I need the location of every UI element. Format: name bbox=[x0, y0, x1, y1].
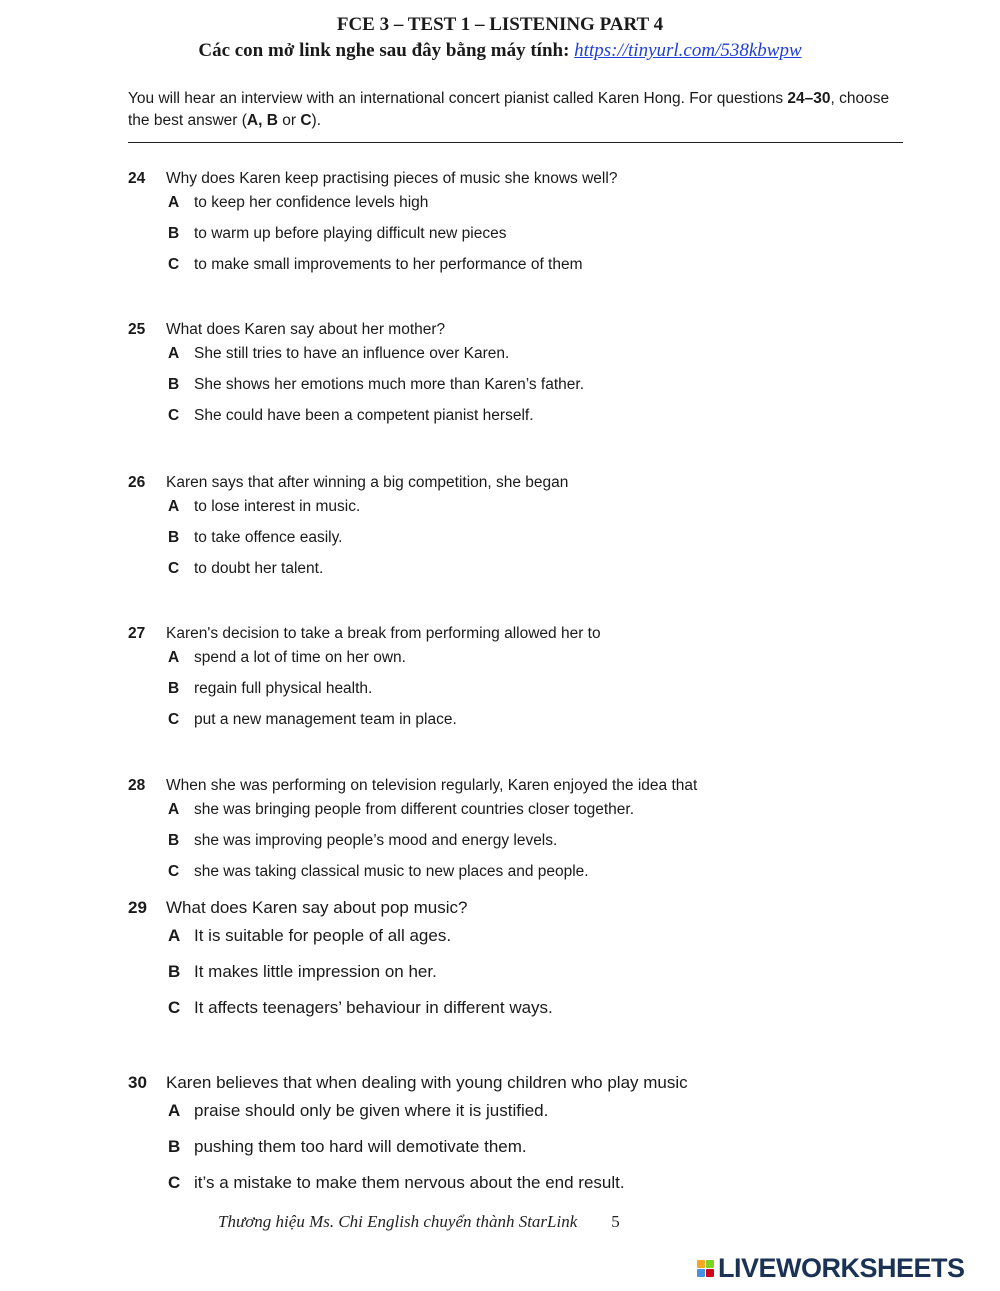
option-text: It makes little impression on her. bbox=[194, 962, 437, 981]
option-text: regain full physical health. bbox=[194, 680, 373, 697]
question-text: Karen believes that when dealing with young children who play music bbox=[166, 1073, 688, 1092]
option-letter: B bbox=[168, 529, 180, 546]
option-text: she was improving people’s mood and energy levels. bbox=[194, 832, 558, 849]
question-text: Why does Karen keep practising pieces of music she knows well? bbox=[166, 170, 618, 187]
question-text: When she was performing on television regularly, Karen enjoyed the idea that bbox=[166, 777, 698, 794]
option-c[interactable] bbox=[168, 863, 928, 894]
option-text: praise should only be given where it is justified. bbox=[194, 1101, 549, 1120]
question-number: 24 bbox=[128, 170, 146, 187]
option-text: to keep her confidence levels high bbox=[194, 194, 429, 211]
instructions bbox=[128, 88, 908, 132]
option-text: pushing them too hard will demotivate them. bbox=[194, 1137, 527, 1156]
option-letter: A bbox=[168, 649, 180, 666]
option-text: to take offence easily. bbox=[194, 529, 343, 546]
option-letter: B bbox=[168, 962, 181, 981]
question-24 bbox=[128, 170, 928, 287]
option-text: It affects teenagers’ behaviour in different ways. bbox=[194, 998, 553, 1017]
option-text: She shows her emotions much more than Karen’s father. bbox=[194, 376, 585, 393]
option-text: to warm up before playing difficult new pieces bbox=[194, 225, 507, 242]
liveworksheets-watermark bbox=[697, 1253, 965, 1284]
question-25 bbox=[128, 321, 928, 438]
option-letter: A bbox=[168, 926, 181, 945]
question-29 bbox=[128, 898, 928, 1034]
instructions-text-2: , choose the best answer ( bbox=[128, 90, 890, 129]
choice-separator-or: or bbox=[277, 112, 301, 129]
link-prefix: Các con mở link nghe sau đây bằng máy tính: bbox=[198, 40, 575, 61]
option-b[interactable] bbox=[168, 376, 928, 407]
option-letter: C bbox=[168, 1173, 181, 1192]
question-number: 30 bbox=[128, 1073, 147, 1092]
option-c[interactable] bbox=[168, 256, 928, 287]
option-text: to doubt her talent. bbox=[194, 560, 324, 577]
divider bbox=[128, 142, 903, 143]
instructions-text: You will hear an interview with an international concert pianist called Karen Hong. For questions bbox=[128, 90, 788, 107]
option-text: It is suitable for people of all ages. bbox=[194, 926, 452, 945]
page-number: 5 bbox=[611, 1212, 620, 1231]
option-c[interactable] bbox=[168, 560, 928, 591]
option-b[interactable] bbox=[168, 832, 928, 863]
option-b[interactable] bbox=[168, 529, 928, 560]
option-c[interactable] bbox=[168, 998, 928, 1034]
watermark-text: LIVEWORKSHEETS bbox=[718, 1253, 965, 1283]
option-c[interactable] bbox=[168, 711, 928, 742]
option-a[interactable] bbox=[168, 345, 928, 376]
option-letter: C bbox=[168, 998, 181, 1017]
option-letter: A bbox=[168, 194, 180, 211]
option-text: She could have been a competent pianist herself. bbox=[194, 407, 534, 424]
option-text: she was bringing people from different countries closer together. bbox=[194, 801, 634, 818]
option-text: she was taking classical music to new places and people. bbox=[194, 863, 589, 880]
option-b[interactable] bbox=[168, 225, 928, 256]
option-letter: A bbox=[168, 345, 180, 362]
option-a[interactable] bbox=[168, 649, 928, 680]
option-a[interactable] bbox=[168, 194, 928, 225]
page-footer bbox=[218, 1212, 620, 1232]
option-letter: B bbox=[168, 225, 180, 242]
option-letter: B bbox=[168, 832, 180, 849]
audio-link[interactable]: https://tinyurl.com/538kbwpw bbox=[574, 40, 802, 61]
option-text: to make small improvements to her performance of them bbox=[194, 256, 583, 273]
choice-b-label: B bbox=[266, 112, 278, 129]
question-text: Karen says that after winning a big competition, she began bbox=[166, 474, 569, 491]
question-text: What does Karen say about pop music? bbox=[166, 898, 468, 917]
option-letter: C bbox=[168, 863, 180, 880]
option-text: it’s a mistake to make them nervous about the end result. bbox=[194, 1173, 625, 1192]
option-c[interactable] bbox=[168, 407, 928, 438]
option-letter: A bbox=[168, 801, 180, 818]
option-letter: C bbox=[168, 711, 180, 728]
question-27 bbox=[128, 625, 928, 742]
option-letter: C bbox=[168, 407, 180, 424]
option-letter: C bbox=[168, 560, 180, 577]
question-26 bbox=[128, 474, 928, 591]
option-a[interactable] bbox=[168, 1101, 928, 1137]
option-letter: B bbox=[168, 680, 180, 697]
question-number: 28 bbox=[128, 777, 146, 794]
liveworksheets-logo-icon bbox=[697, 1260, 714, 1277]
choice-c-label: C bbox=[300, 112, 312, 129]
question-30 bbox=[128, 1073, 928, 1209]
question-number: 27 bbox=[128, 625, 146, 642]
question-text: Karen's decision to take a break from performing allowed her to bbox=[166, 625, 601, 642]
instructions-end: ). bbox=[311, 112, 322, 129]
option-text: spend a lot of time on her own. bbox=[194, 649, 406, 666]
brand-note: Thương hiệu Ms. Chi English chuyển thành StarLink bbox=[218, 1212, 578, 1231]
option-text: She still tries to have an influence over Karen. bbox=[194, 345, 510, 362]
choice-separator: , bbox=[258, 112, 267, 129]
listening-link-line bbox=[0, 40, 1000, 62]
question-number: 26 bbox=[128, 474, 146, 491]
option-letter: A bbox=[168, 1101, 181, 1120]
option-b[interactable] bbox=[168, 962, 928, 998]
option-letter: C bbox=[168, 256, 180, 273]
option-b[interactable] bbox=[168, 680, 928, 711]
option-letter: B bbox=[168, 376, 180, 393]
option-letter: B bbox=[168, 1137, 181, 1156]
option-b[interactable] bbox=[168, 1137, 928, 1173]
choice-a-label: A bbox=[246, 112, 259, 129]
option-a[interactable] bbox=[168, 926, 928, 962]
option-a[interactable] bbox=[168, 801, 928, 832]
question-text: What does Karen say about her mother? bbox=[166, 321, 446, 338]
option-c[interactable] bbox=[168, 1173, 928, 1209]
option-letter: A bbox=[168, 498, 180, 515]
option-text: to lose interest in music. bbox=[194, 498, 361, 515]
question-number: 25 bbox=[128, 321, 146, 338]
question-28 bbox=[128, 777, 928, 894]
option-text: put a new management team in place. bbox=[194, 711, 457, 728]
question-number: 29 bbox=[128, 898, 147, 917]
page-title: FCE 3 – TEST 1 – LISTENING PART 4 bbox=[336, 14, 664, 35]
question-range: 24–30 bbox=[787, 90, 831, 107]
option-a[interactable] bbox=[168, 498, 928, 529]
